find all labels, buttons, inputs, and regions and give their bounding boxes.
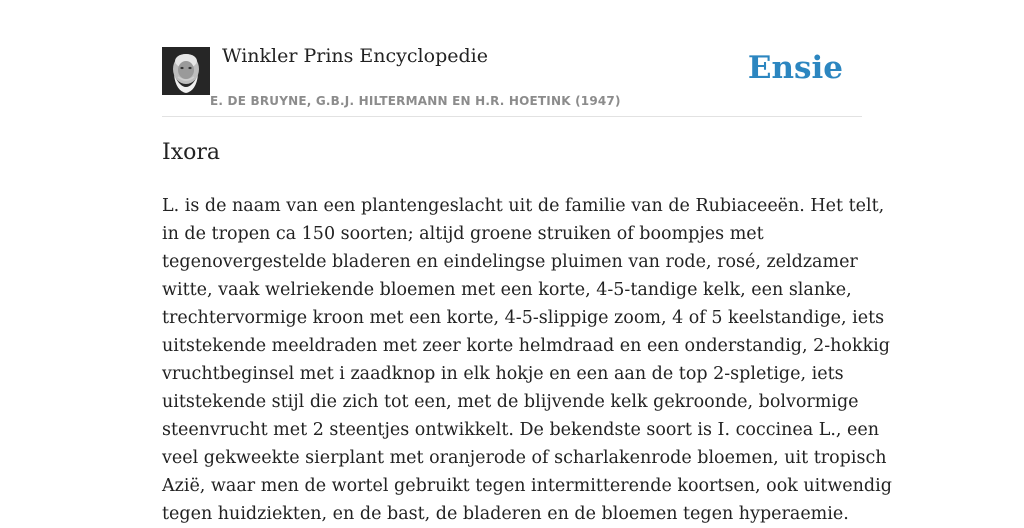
article-body-line: witte, vaak welriekende bloemen met een korte, 4-5-tandige kelk, een slanke,	[162, 280, 852, 300]
ensie-logo-link[interactable]: Ensie	[747, 50, 843, 86]
article-body-line: uitstekende meeldraden met zeer korte helmdraad en een onderstandig, 2-hokkig	[162, 336, 890, 356]
article-title: Ixora	[162, 140, 220, 165]
article-body-line: uitstekende stijl die zich tot een, met de blijvende kelk gekroonde, bolvormige	[162, 392, 859, 412]
source-title[interactable]: Winkler Prins Encyclopedie	[222, 45, 488, 67]
article-body-line: in de tropen ca 150 soorten; altijd groene struiken of boompjes met	[162, 224, 764, 244]
article-body-line: veel gekweekte sierplant met oranjerode of scharlakenrode bloemen, uit tropisch	[162, 448, 887, 468]
article-body-line: Azië, waar men de wortel gebruikt tegen intermitterende koortsen, ook uitwendig	[162, 476, 892, 496]
article-body-line: L. is de naam van een plantengeslacht uit de familie van de Rubiaceeën. Het telt,	[162, 196, 885, 216]
article-body-line: trechtervormige kroon met een korte, 4-5-slippige zoom, 4 of 5 keelstandige, iets	[162, 308, 885, 328]
author-portrait-icon	[162, 47, 210, 95]
article-body-line: tegenovergestelde bladeren en eindelingse pluimen van rode, rosé, zeldzamer	[162, 252, 858, 272]
article-body	[162, 192, 892, 528]
author-avatar	[162, 47, 210, 95]
article-body-line: steenvrucht met 2 steentjes ontwikkelt. De bekendste soort is I. coccinea L., een	[162, 420, 880, 440]
article-body-line: vruchtbeginsel met i zaadknop in elk hokje en een aan de top 2-spletige, iets	[162, 364, 844, 384]
article-body-line: tegen huidziekten, en de bast, de bladeren en de bloemen tegen hyperaemie.	[162, 504, 849, 524]
source-header	[162, 0, 862, 117]
source-authors: E. DE BRUYNE, G.B.J. HILTERMANN EN H.R. HOETINK (1947)	[210, 94, 621, 108]
